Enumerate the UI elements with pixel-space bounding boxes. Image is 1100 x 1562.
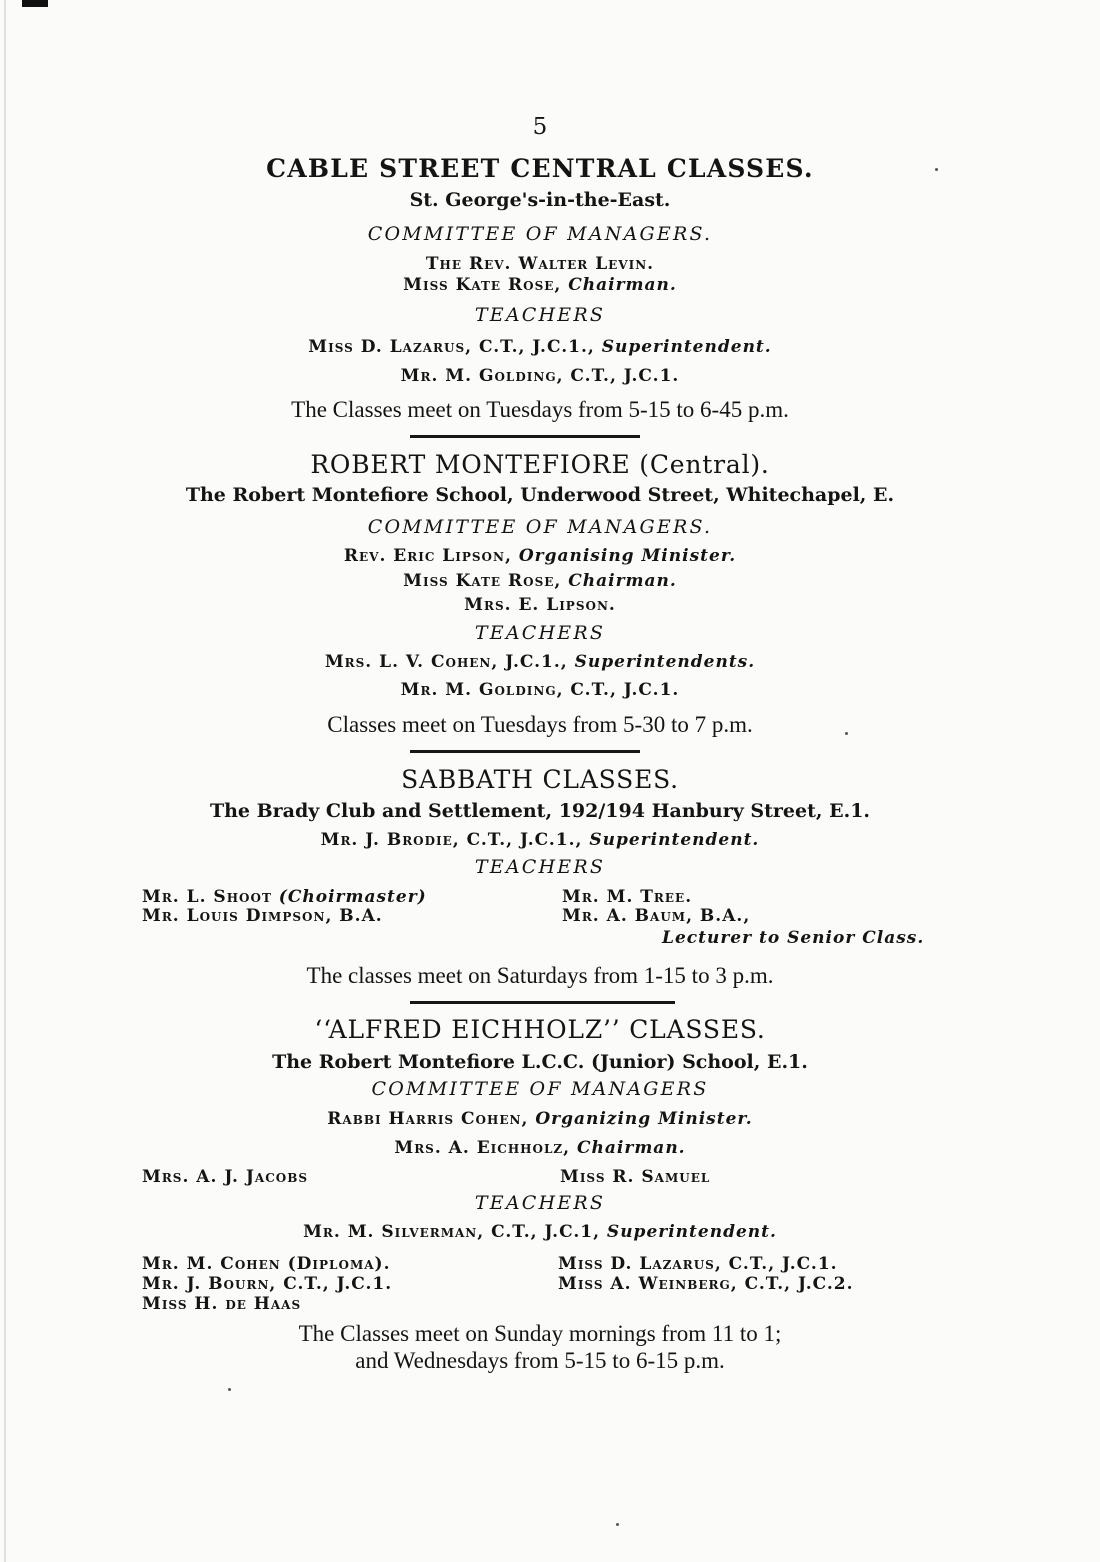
committee-heading: COMMITTEE OF MANAGERS.	[367, 223, 713, 245]
meeting-times: The Classes meet on Tuesdays from 5-15 to 6-45 p.m.	[291, 397, 789, 422]
committee-member: Rabbi Harris Cohen, Organizing Minister.	[327, 1109, 753, 1129]
speck	[845, 732, 848, 735]
committee-member: Miss R. Samuel	[560, 1167, 711, 1187]
teacher-entry: Mr. M. Golding, C.T., J.C.1.	[400, 680, 680, 700]
teacher-entry: Mr. L. Shoot (Choirmaster)	[142, 887, 427, 907]
meeting-times: The classes meet on Saturdays from 1-15 to 3 p.m.	[306, 963, 774, 988]
section-venue: The Robert Montefiore L.C.C. (Junior) School, E.1.	[272, 1051, 808, 1073]
section-title: ROBERT MONTEFIORE (Central).	[310, 450, 770, 479]
committee-member: The Rev. Walter Levin.	[425, 254, 655, 274]
teacher-entry: Miss D. Lazarus, C.T., J.C.1., Superintendent.	[308, 337, 772, 357]
teacher-entry: Mr. J. Bourn, C.T., J.C.1.	[142, 1274, 393, 1294]
lecturer-note: Lecturer to Senior Class.	[662, 928, 925, 948]
teachers-heading: TEACHERS	[474, 1192, 606, 1214]
meeting-times: and Wednesdays from 5-15 to 6-15 p.m.	[355, 1348, 725, 1373]
teacher-entry: Mr. M. Cohen (Diploma).	[142, 1254, 391, 1274]
page-number: 5	[532, 114, 548, 140]
teachers-heading: TEACHERS	[474, 304, 606, 326]
superintendent-entry: Mr. J. Brodie, C.T., J.C.1., Superintendent.	[320, 830, 760, 850]
section-venue: The Robert Montefiore School, Underwood Street, Whitechapel, E.	[185, 484, 895, 506]
committee-member: Mrs. E. Lipson.	[464, 595, 616, 615]
speck	[228, 1388, 231, 1391]
superintendent-entry: Mr. M. Silverman, C.T., J.C.1, Superintendent.	[303, 1222, 777, 1242]
section-venue: The Brady Club and Settlement, 192/194 Hanbury Street, E.1.	[209, 800, 871, 822]
teacher-entry: Mr. M. Golding, C.T., J.C.1.	[400, 366, 680, 386]
teachers-heading: TEACHERS	[474, 856, 606, 878]
speck	[616, 1523, 619, 1526]
section-title: CABLE STREET CENTRAL CLASSES.	[266, 154, 814, 183]
teacher-entry: Mrs. L. V. Cohen, J.C.1., Superintendents.	[324, 652, 756, 672]
section-divider	[410, 435, 640, 438]
teacher-entry: Mr. M. Tree.	[562, 887, 693, 907]
corner-mark	[22, 0, 48, 7]
section-divider	[410, 750, 640, 753]
committee-member: Miss Kate Rose, Chairman.	[403, 571, 677, 591]
teacher-entry: Miss D. Lazarus, C.T., J.C.1.	[558, 1254, 838, 1274]
teachers-heading: TEACHERS	[474, 622, 606, 644]
committee-member: Miss Kate Rose, Chairman.	[403, 275, 677, 295]
meeting-times: The Classes meet on Sunday mornings from 11 to 1;	[298, 1321, 782, 1346]
committee-member: Rev. Eric Lipson, Organising Minister.	[343, 546, 737, 566]
section-title: SABBATH CLASSES.	[401, 765, 679, 794]
committee-member: Mrs. A. J. Jacobs	[142, 1167, 309, 1187]
speck	[935, 168, 938, 171]
teacher-entry: Mr. A. Baum, B.A.,	[562, 906, 751, 926]
committee-member: Mrs. A. Eichholz, Chairman.	[394, 1138, 686, 1158]
teacher-entry: Mr. Louis Dimpson, B.A.	[142, 906, 383, 926]
section-divider	[410, 1001, 675, 1004]
committee-heading: COMMITTEE OF MANAGERS	[371, 1078, 709, 1100]
meeting-times: Classes meet on Tuesdays from 5-30 to 7 p.m.	[327, 712, 753, 737]
section-venue: St. George's-in-the-East.	[409, 189, 671, 211]
teacher-entry: Miss H. de Haas	[142, 1294, 302, 1314]
teacher-entry: Miss A. Weinberg, C.T., J.C.2.	[558, 1274, 854, 1294]
committee-heading: COMMITTEE OF MANAGERS.	[367, 516, 713, 538]
section-title: ‘‘ALFRED EICHHOLZ’’ CLASSES.	[314, 1015, 766, 1044]
